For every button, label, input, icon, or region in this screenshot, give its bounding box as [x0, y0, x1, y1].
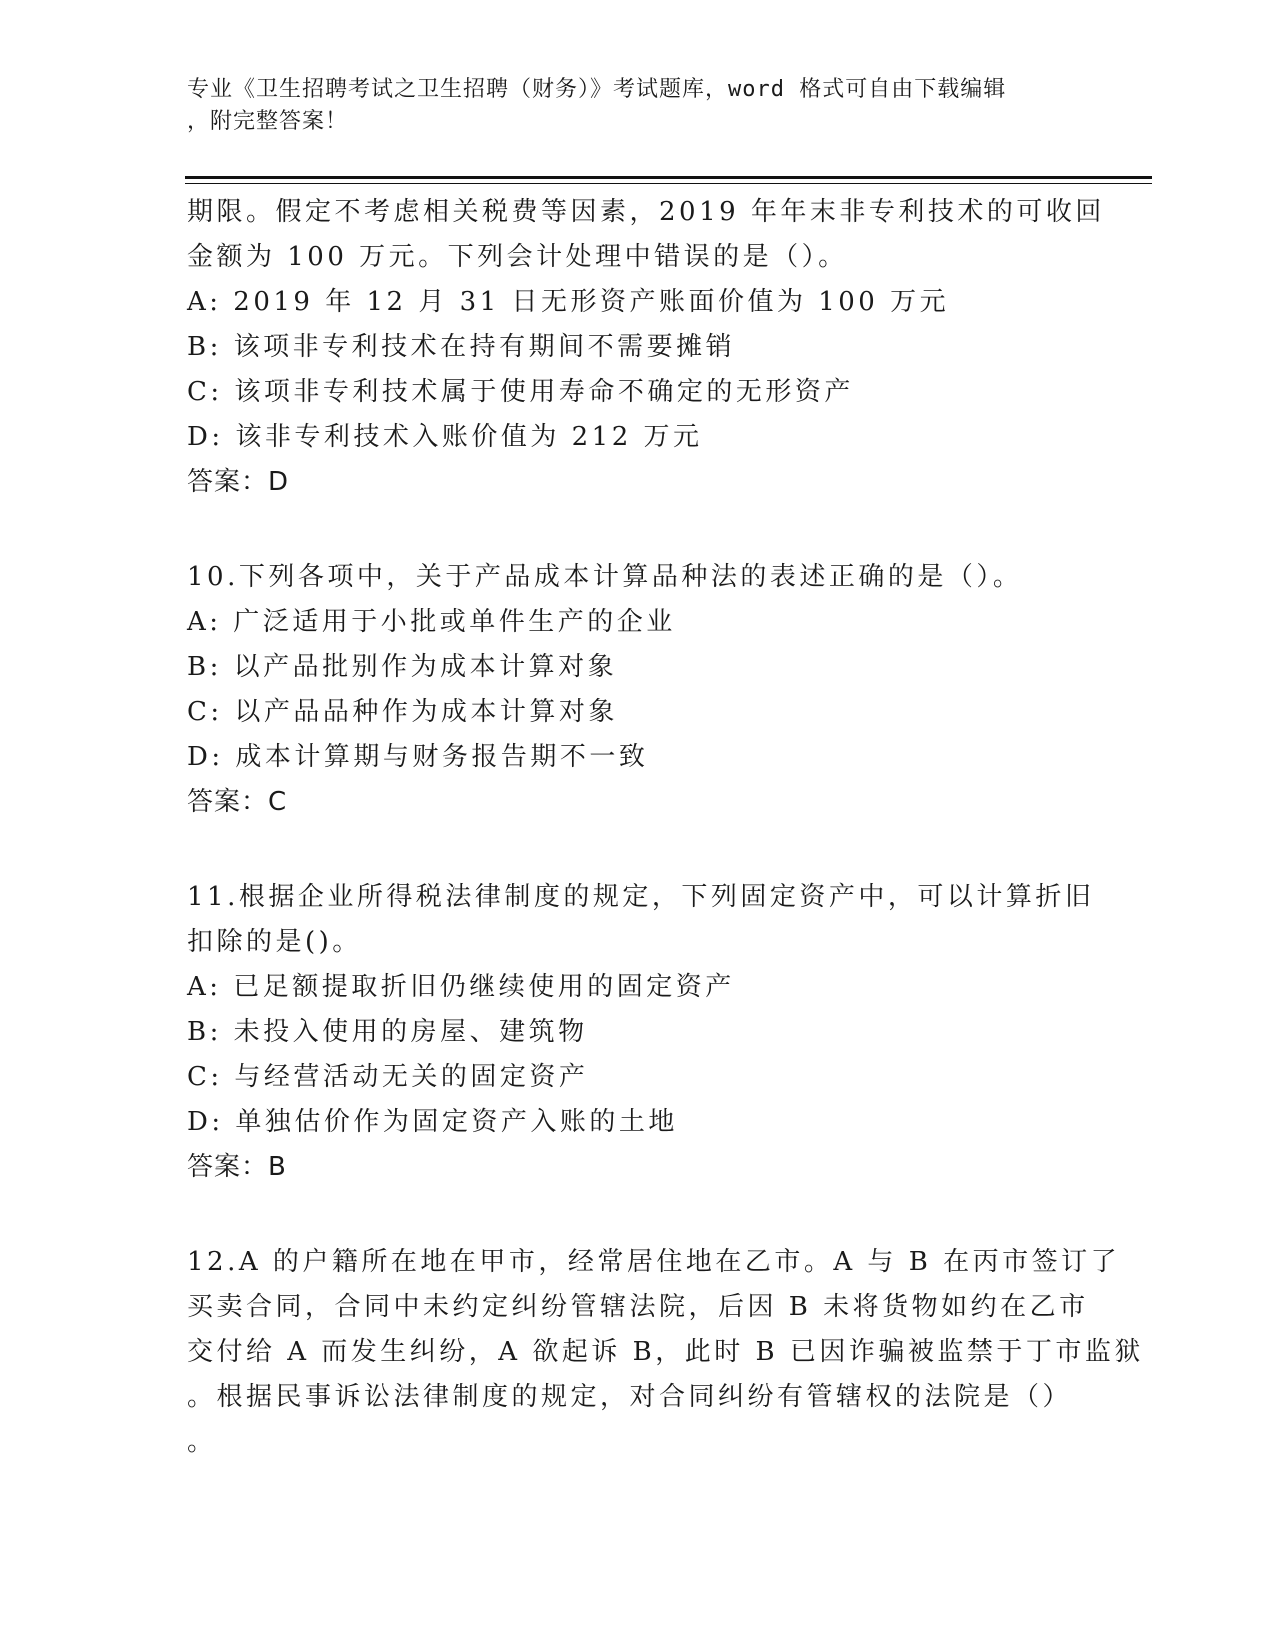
- option-b: B: 该项非专利技术在持有期间不需要摊销: [187, 332, 736, 362]
- question-stem-line: 。根据民事诉讼法律制度的规定，对合同纠纷有管辖权的法院是（）: [187, 1382, 1073, 1412]
- option-c: C: 以产品品种作为成本计算对象: [187, 697, 618, 727]
- answer: 答案：C: [187, 787, 288, 817]
- question-stem-line: 11.根据企业所得税法律制度的规定，下列固定资产中，可以计算折旧: [187, 882, 1095, 912]
- option-c: C: 该项非专利技术属于使用寿命不确定的无形资产: [187, 377, 854, 407]
- answer: 答案：B: [187, 1152, 287, 1182]
- question-12: [187, 1240, 1144, 1465]
- question-stem-line: 买卖合同，合同中未约定纠纷管辖法院，后因 B 未将货物如约在乙市: [187, 1292, 1089, 1322]
- header-divider-thick: [185, 176, 1152, 179]
- question-stem-line: 金额为 100 万元。下列会计处理中错误的是（）。: [187, 242, 848, 272]
- option-b: B: 以产品批别作为成本计算对象: [187, 652, 618, 682]
- option-a: A: 2019 年 12 月 31 日无形资产账面价值为 100 万元: [187, 287, 950, 317]
- question-10: [187, 555, 1087, 825]
- option-d: D: 成本计算期与财务报告期不一致: [187, 742, 649, 772]
- spacer: [187, 825, 1087, 875]
- question-stem-line: 扣除的是()。: [187, 927, 362, 957]
- answer: 答案：D: [187, 467, 290, 497]
- option-c: C: 与经营活动无关的固定资产: [187, 1062, 589, 1092]
- question-9: [187, 190, 1105, 505]
- spacer: [187, 505, 1087, 555]
- question-stem-line: 。: [187, 1427, 217, 1457]
- option-b: B: 未投入使用的房屋、建筑物: [187, 1017, 588, 1047]
- option-d: D: 该非专利技术入账价值为 212 万元: [187, 422, 703, 452]
- header-line-2: ，附完整答案！: [187, 109, 349, 134]
- question-stem-line: 12.A 的户籍所在地在甲市，经常居住地在乙市。A 与 B 在丙市签订了: [187, 1247, 1121, 1277]
- spacer: [187, 1190, 1087, 1240]
- page-header: [187, 74, 1067, 138]
- question-content: [187, 190, 1144, 1465]
- option-a: A: 广泛适用于小批或单件生产的企业: [187, 607, 676, 637]
- question-stem-line: 10.下列各项中，关于产品成本计算品种法的表述正确的是（）。: [187, 562, 1023, 592]
- header-divider-thin: [185, 183, 1152, 184]
- question-11: [187, 875, 1095, 1190]
- question-stem-line: 交付给 A 而发生纠纷，A 欲起诉 B，此时 B 已因诈骗被监禁于丁市监狱: [187, 1337, 1144, 1367]
- header-line-1: 专业《卫生招聘考试之卫生招聘（财务）》考试题库，word 格式可自由下载编辑: [187, 77, 1007, 102]
- question-stem-line: 期限。假定不考虑相关税费等因素，2019 年年末非专利技术的可收回: [187, 197, 1105, 227]
- option-a: A: 已足额提取折旧仍继续使用的固定资产: [187, 972, 735, 1002]
- option-d: D: 单独估价作为固定资产入账的土地: [187, 1107, 678, 1137]
